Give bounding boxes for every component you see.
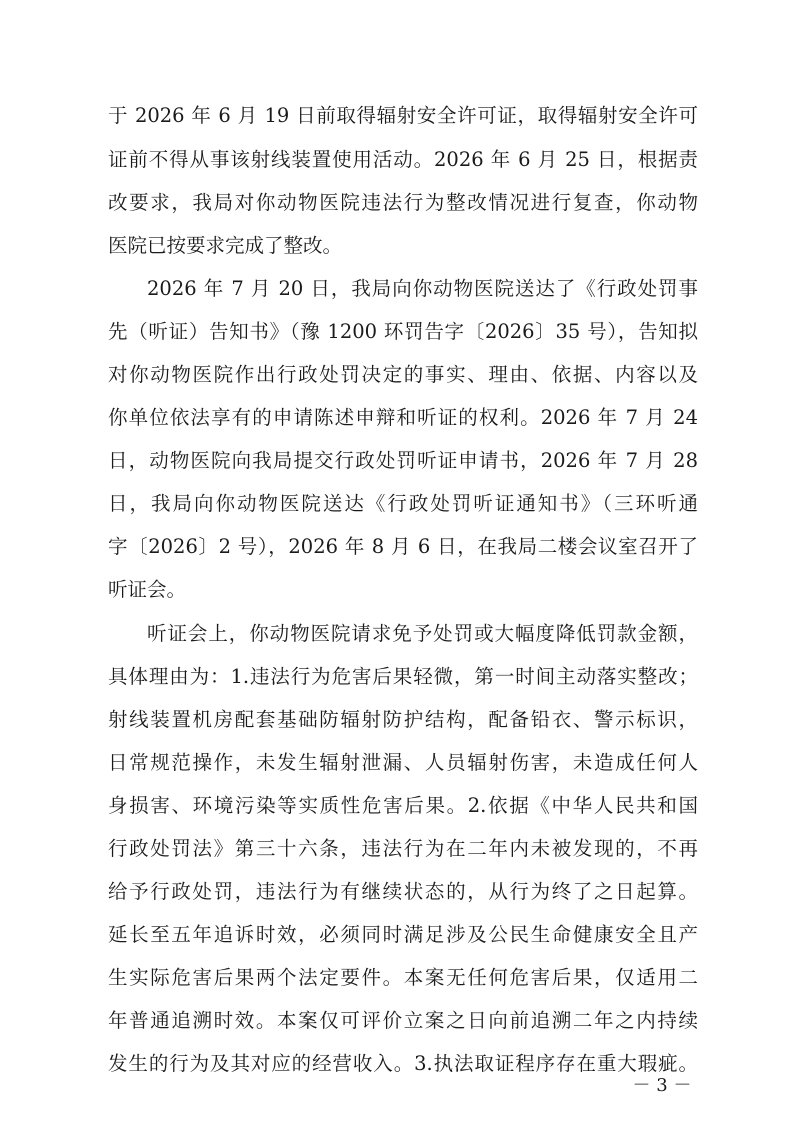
page-number: － 3 － xyxy=(632,1075,692,1096)
text-line: 日，我局向你动物医院送达《行政处罚听证通知书》（三环听通 xyxy=(108,492,698,515)
text-line: 具体理由为：1.违法行为危害后果轻微，第一时间主动落实整改； xyxy=(108,665,698,688)
paragraph-first-line: 2026 年 7 月 20 日，我局向你动物医院送达了《行政处罚事 xyxy=(147,277,698,300)
text-line: 身损害、环境污染等实质性危害后果。2.依据《中华人民共和国 xyxy=(108,794,698,817)
text-line: 字〔2026〕2 号），2026 年 8 月 6 日，在我局二楼会议室召开了 xyxy=(108,535,698,558)
paragraph-first-line: 听证会上，你动物医院请求免予处罚或大幅度降低罚款金额， xyxy=(147,622,698,645)
text-line: 行政处罚法》第三十六条，违法行为在二年内未被发现的，不再 xyxy=(108,837,698,860)
text-line: 延长至五年追诉时效，必须同时满足涉及公民生命健康安全且产 xyxy=(108,923,698,946)
text-line: 于 2026 年 6 月 19 日前取得辐射安全许可证，取得辐射安全许可 xyxy=(108,104,698,127)
text-line: 射线装置机房配套基础防辐射防护结构，配备铅衣、警示标识， xyxy=(108,708,698,731)
text-line: 给予行政处罚，违法行为有继续状态的，从行为终了之日起算。 xyxy=(108,880,698,903)
text-line: 发生的行为及其对应的经营收入。3.执法取证程序存在重大瑕疵。 xyxy=(108,1052,698,1075)
text-line: 医院已按要求完成了整改。 xyxy=(108,234,343,257)
text-line: 对你动物医院作出行政处罚决定的事实、理由、依据、内容以及 xyxy=(108,363,698,386)
text-line: 年普通追溯时效。本案仅可评价立案之日向前追溯二年之内持续 xyxy=(108,1009,698,1032)
text-line: 你单位依法享有的申请陈述申辩和听证的权利。2026 年 7 月 24 xyxy=(108,406,698,429)
text-line: 日，动物医院向我局提交行政处罚听证申请书，2026 年 7 月 28 xyxy=(108,449,698,472)
text-line: 改要求，我局对你动物医院违法行为整改情况进行复查，你动物 xyxy=(108,191,698,214)
text-line: 先（听证）告知书》（豫 1200 环罚告字〔2026〕35 号），告知拟 xyxy=(108,320,698,343)
text-line: 听证会。 xyxy=(108,578,187,601)
text-line: 生实际危害后果两个法定要件。本案无任何危害后果，仅适用二 xyxy=(108,966,698,989)
text-line: 日常规范操作，未发生辐射泄漏、人员辐射伤害，未造成任何人 xyxy=(108,751,698,774)
text-line: 证前不得从事该射线装置使用活动。2026 年 6 月 25 日，根据责 xyxy=(108,148,698,171)
